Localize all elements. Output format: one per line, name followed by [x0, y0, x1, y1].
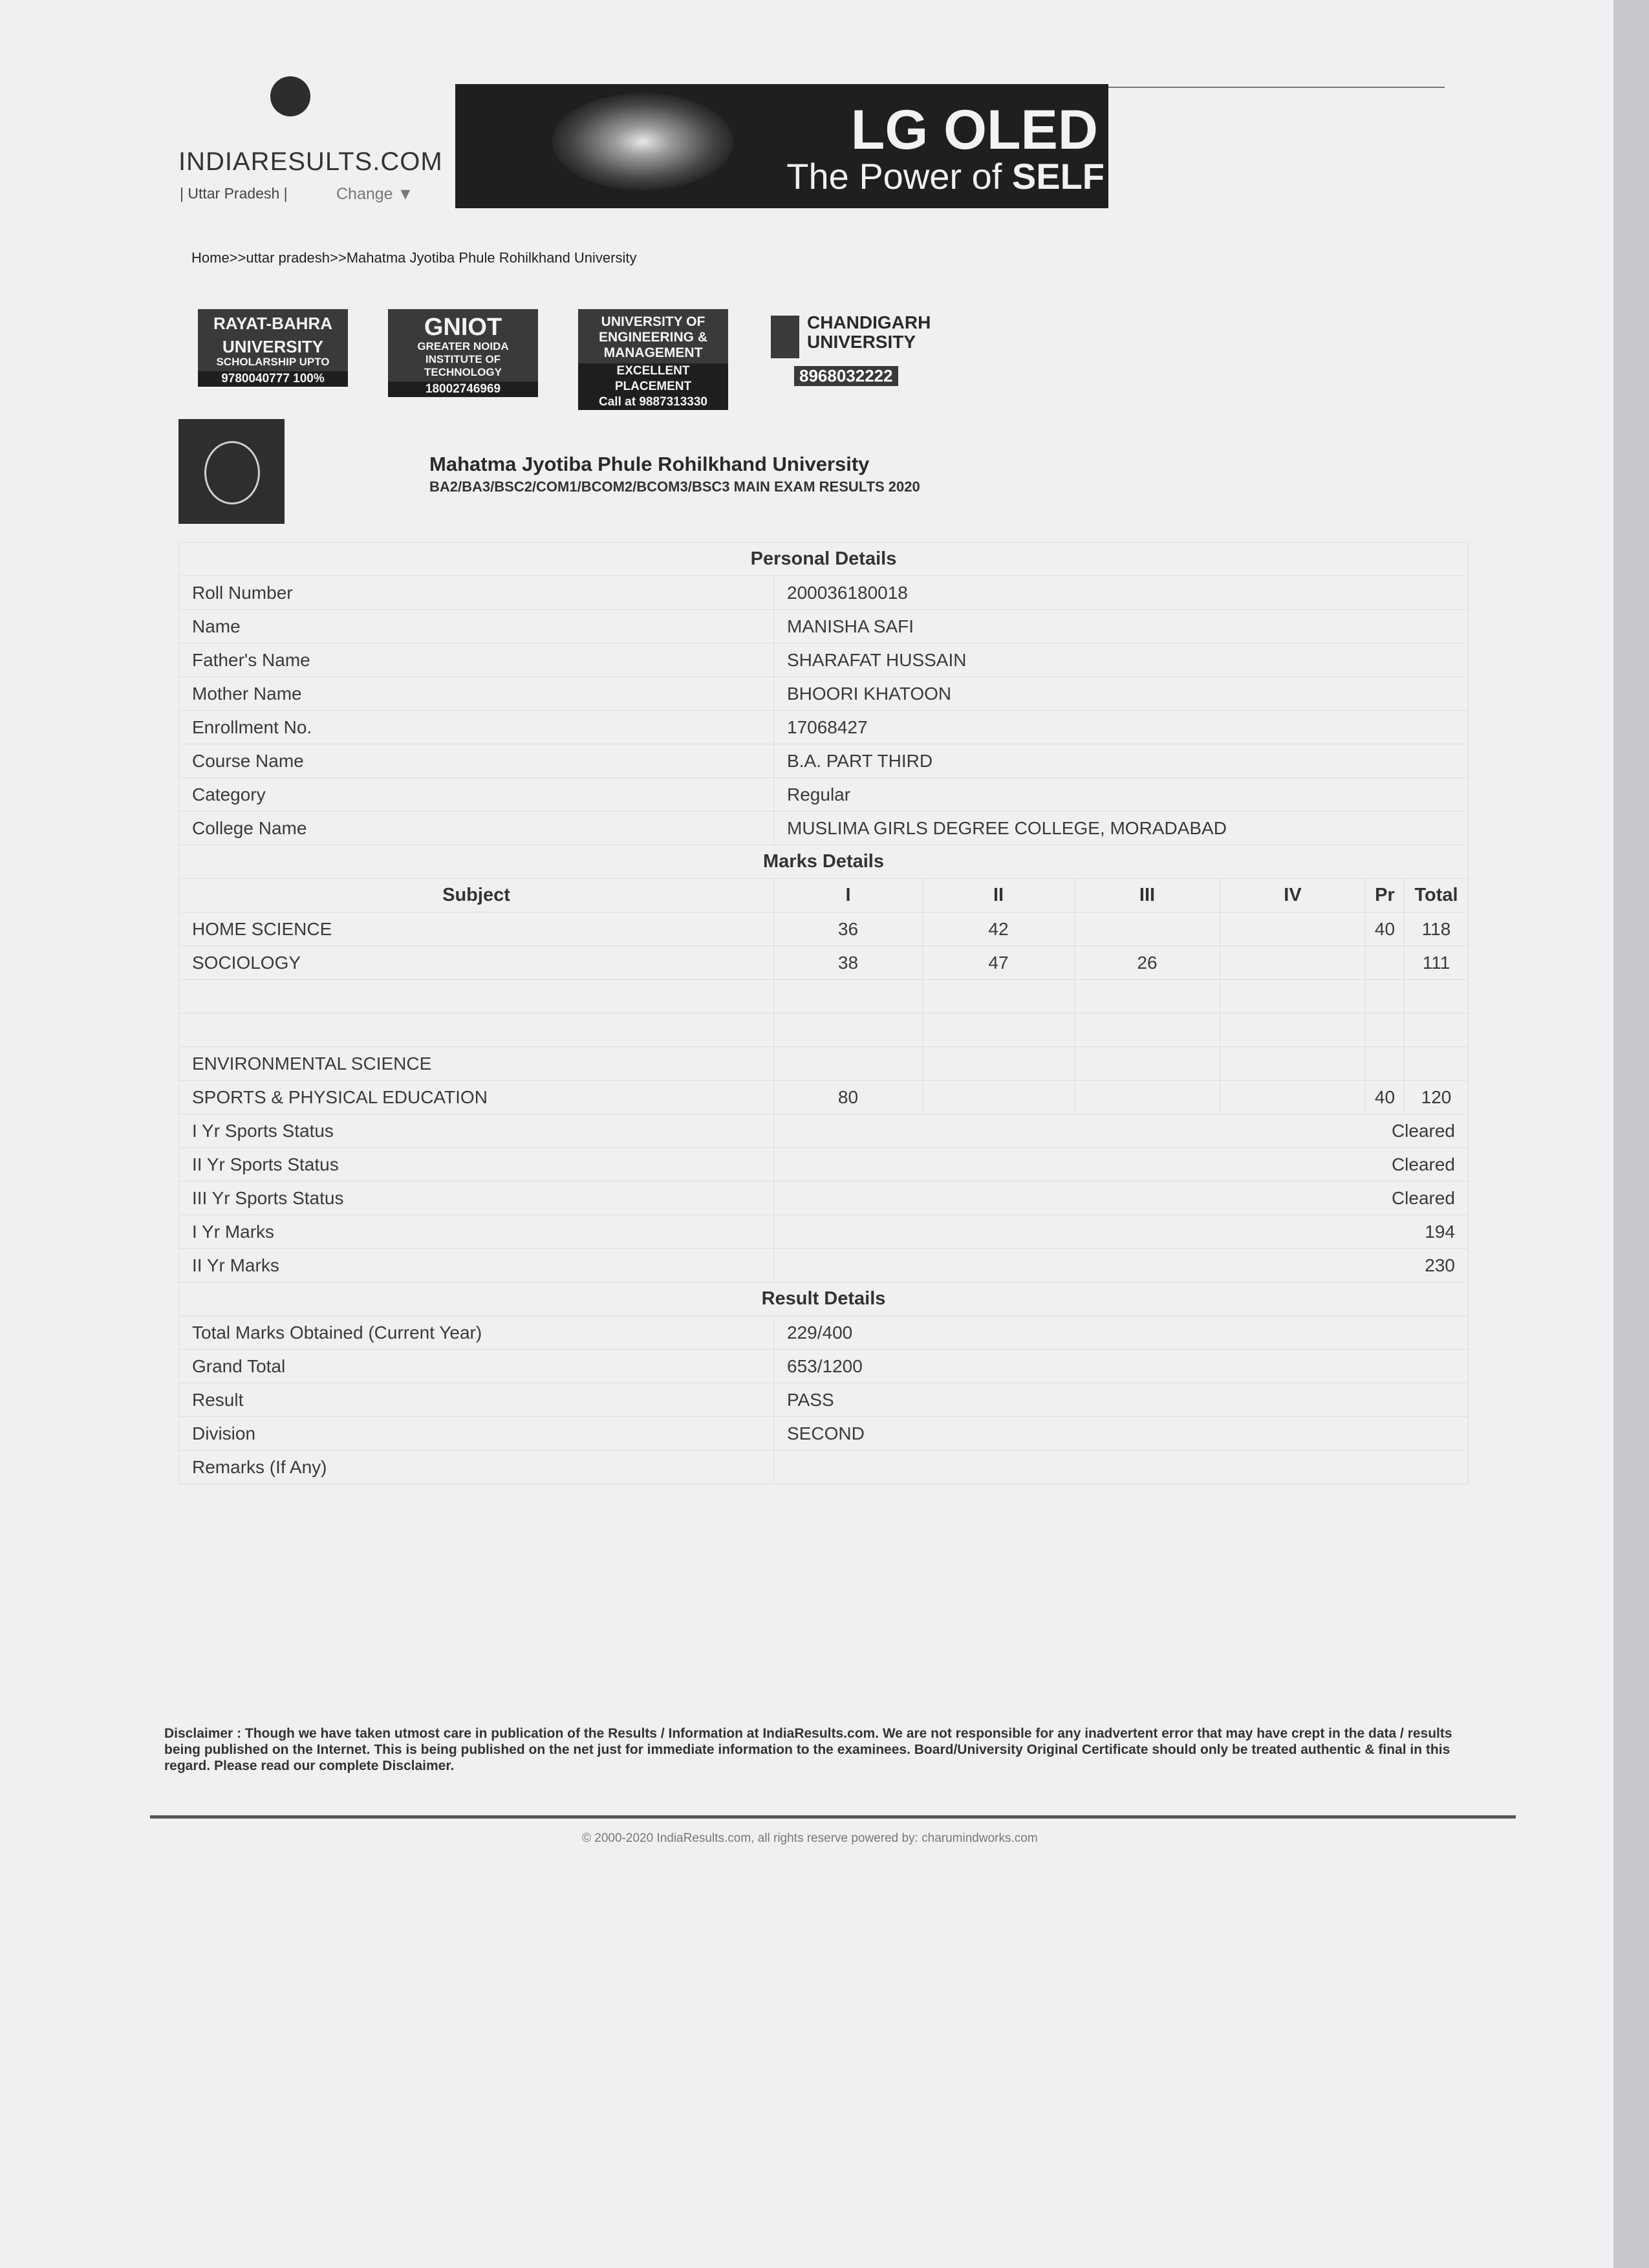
- cu-logo-icon: [771, 316, 799, 358]
- marks-row: HOME SCIENCE 36 42 40 118: [179, 913, 1469, 946]
- marks-row: SPORTS & PHYSICAL EDUCATION 80 40 120: [179, 1081, 1469, 1114]
- ad-image: [552, 93, 733, 190]
- status-row: III Yr Sports Status Cleared: [179, 1182, 1469, 1215]
- status-row: II Yr Sports Status Cleared: [179, 1148, 1469, 1182]
- personal-row: Course Name B.A. PART THIRD: [179, 744, 1469, 778]
- emblem-icon: [204, 441, 260, 504]
- personal-row: Enrollment No. 17068427: [179, 711, 1469, 744]
- university-name: Mahatma Jyotiba Phule Rohilkhand University: [429, 453, 870, 475]
- scan-edge: [1613, 0, 1649, 2268]
- personal-row: Category Regular: [179, 778, 1469, 812]
- marks-row: ENVIRONMENTAL SCIENCE: [179, 1047, 1469, 1081]
- personal-details-heading: Personal Details: [179, 543, 1469, 576]
- marks-row: [179, 980, 1469, 1013]
- status-row: I Yr Sports Status Cleared: [179, 1114, 1469, 1148]
- sponsor-rayat-bahra[interactable]: RAYAT-BAHRA UNIVERSITY SCHOLARSHIP UPTO 9780040777 100%: [198, 309, 348, 387]
- marks-header-row: Subject I II III IV Pr Total: [179, 879, 1469, 913]
- status-row: II Yr Marks 230: [179, 1249, 1469, 1282]
- status-row: I Yr Marks 194: [179, 1215, 1469, 1249]
- ad-banner[interactable]: [455, 84, 1108, 208]
- result-table: [178, 542, 1468, 1484]
- university-emblem: [178, 419, 285, 524]
- result-row: Result PASS: [179, 1383, 1469, 1417]
- result-details-heading: Result Details: [179, 1282, 1469, 1316]
- sponsor-uem[interactable]: UNIVERSITY OF ENGINEERING & MANAGEMENT EXCELLENT PLACEMENT Call at 9887313330: [578, 309, 728, 387]
- personal-row: College Name MUSLIMA GIRLS DEGREE COLLEGE, MORADABAD: [179, 812, 1469, 845]
- exam-title: BA2/BA3/BSC2/COM1/BCOM2/BCOM3/BSC3 MAIN EXAM RESULTS 2020: [429, 479, 920, 495]
- result-row: Grand Total 653/1200: [179, 1350, 1469, 1383]
- result-row: Division SECOND: [179, 1417, 1469, 1451]
- marks-row: SOCIOLOGY 38 47 26 111: [179, 946, 1469, 980]
- marks-details-heading: Marks Details: [179, 845, 1469, 879]
- disclaimer: Disclaimer : Though we have taken utmost care in publication of the Results / Information at IndiaResults.com. We are not responsible for any inadvertent error that may have crept in the data / results being published on the Internet. This is being published on the net just for immediate information to the examinees. Board/University Original Certificate should only be treated authentic & final in this regard. Please read our complete Disclaimer.: [164, 1726, 1452, 1773]
- personal-row: Mother Name BHOORI KHATOON: [179, 677, 1469, 711]
- marks-row: [179, 1013, 1469, 1047]
- header-rule: [1108, 87, 1445, 88]
- site-logo[interactable]: INDIARESULTS.COM: [178, 147, 443, 176]
- footer-rule: [150, 1815, 1516, 1819]
- result-row: Total Marks Obtained (Current Year) 229/400: [179, 1316, 1469, 1350]
- sponsor-chandigarh-university[interactable]: CHANDIGARH UNIVERSITY 8968032222: [771, 309, 921, 387]
- breadcrumb[interactable]: Home>>uttar pradesh>>Mahatma Jyotiba Phule Rohilkhand University: [191, 250, 637, 266]
- site-logo-icon: [270, 76, 310, 116]
- change-state-link[interactable]: Change ▼: [336, 185, 414, 203]
- sponsor-gniot[interactable]: GNIOT GREATER NOIDA INSTITUTE OF TECHNOLOGY 18002746969: [388, 309, 538, 387]
- personal-row: Father's Name SHARAFAT HUSSAIN: [179, 643, 1469, 677]
- ad-subtitle: The Power of SELF: [786, 156, 1105, 197]
- personal-row: Roll Number 200036180018: [179, 576, 1469, 610]
- ad-title: LG OLED: [850, 99, 1098, 161]
- copyright: © 2000-2020 IndiaResults.com, all rights reserve powered by: charumindworks.com: [582, 1831, 1038, 1845]
- state-label: | Uttar Pradesh |: [180, 185, 288, 202]
- result-row: Remarks (If Any): [179, 1451, 1469, 1484]
- personal-row: Name MANISHA SAFI: [179, 610, 1469, 643]
